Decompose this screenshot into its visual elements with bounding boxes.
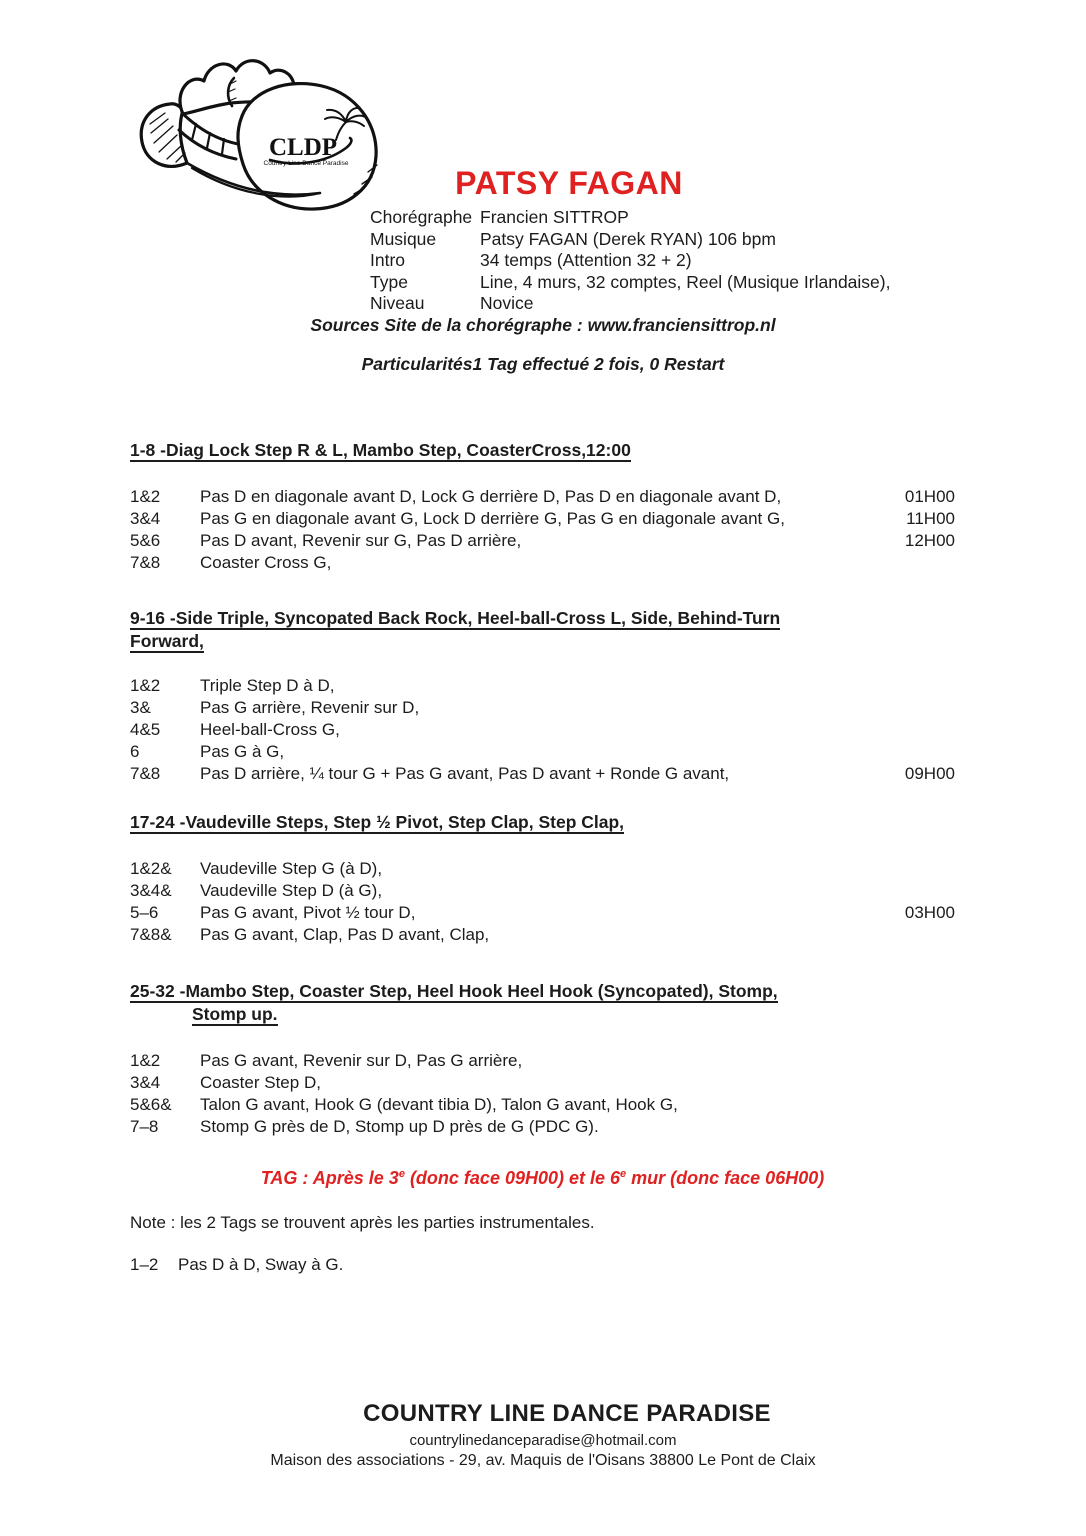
particularites-line: Particularités1 Tag effectué 2 fois, 0 Restart	[361, 353, 725, 374]
meta-value: Patsy FAGAN (Derek RYAN) 106 bpm	[480, 228, 776, 249]
section-steps-1-8	[130, 486, 955, 574]
meta-value: Novice	[480, 293, 534, 313]
step-count: 3&	[130, 698, 151, 717]
meta-label: Type	[370, 271, 408, 292]
meta-row-choregraphe	[370, 207, 1086, 229]
step-row	[130, 924, 955, 946]
step-count: 4&5	[130, 720, 161, 739]
tag-step-row	[130, 1254, 955, 1276]
footer-association-name: COUNTRY LINE DANCE PARADISE	[363, 1400, 771, 1427]
dance-metadata	[370, 207, 1086, 315]
step-count: 6	[130, 742, 140, 761]
meta-label: Niveau	[370, 293, 425, 313]
step-row	[130, 486, 955, 508]
tag-text: (donc face 09H00) et le 6	[404, 1168, 621, 1188]
step-text: Heel-ball-Cross G,	[200, 720, 340, 739]
section-header-1-8	[130, 439, 955, 462]
cowboy-hat-logo	[130, 52, 392, 236]
step-count: 5&6	[130, 531, 161, 550]
step-facing-time: 12H00	[904, 531, 955, 550]
tag-instruction	[130, 1166, 955, 1190]
step-count: 3&4	[130, 509, 161, 528]
step-text: Pas G avant, Revenir sur D, Pas G arrière,	[200, 1051, 523, 1070]
step-row	[130, 1072, 955, 1094]
step-row	[130, 902, 955, 924]
step-count: 7&8	[130, 764, 161, 783]
step-text: Pas G avant, Pivot ½ tour D,	[200, 903, 416, 922]
meta-value: Line, 4 murs, 32 comptes, Reel (Musique Irlandaise),	[480, 271, 891, 292]
step-row	[130, 858, 955, 880]
step-text: Triple Step D à D,	[200, 676, 335, 695]
section-header-text: Forward,	[130, 631, 204, 651]
meta-row-type	[370, 272, 1086, 294]
step-row	[130, 697, 955, 719]
step-text: Pas D à D, Sway à G.	[178, 1255, 344, 1274]
page-title: PATSY FAGAN	[455, 165, 683, 201]
step-count: 1&2	[130, 676, 161, 695]
section-steps-25-32	[130, 1050, 955, 1138]
section-header-17-24	[130, 811, 955, 834]
meta-label: Chorégraphe	[370, 207, 473, 227]
step-count: 5–6	[130, 903, 159, 922]
step-row	[130, 1050, 955, 1072]
tag-superscript: e	[620, 1168, 627, 1180]
step-count: 5&6&	[130, 1095, 172, 1114]
step-row	[130, 719, 955, 741]
meta-row-niveau	[370, 293, 1086, 315]
footer-email: countrylinedanceparadise@hotmail.com	[409, 1432, 677, 1449]
step-count: 1–2	[130, 1255, 159, 1274]
logo-subtitle: Country Line Dance Paradise	[263, 160, 349, 167]
section-header-9-16	[130, 607, 955, 653]
step-text: Pas D en diagonale avant D, Lock G derrière D, Pas D en diagonale avant D,	[200, 487, 782, 506]
step-row	[130, 741, 955, 763]
step-count: 7–8	[130, 1117, 159, 1136]
step-text: Stomp G près de D, Stomp up D près de G (PDC G).	[200, 1117, 599, 1136]
step-text: Pas D arrière, ¼ tour G + Pas G avant, Pas D avant + Ronde G avant,	[200, 764, 730, 783]
meta-row-intro	[370, 250, 1086, 272]
section-header-text: 9-16 -Side Triple, Syncopated Back Rock, Heel-ball-Cross L, Side, Behind-Turn	[130, 608, 781, 628]
step-text: Coaster Step D,	[200, 1073, 321, 1092]
step-count: 7&8&	[130, 925, 172, 944]
step-row	[130, 508, 955, 530]
step-count: 1&2	[130, 487, 161, 506]
step-text: Pas G en diagonale avant G, Lock D derrière G, Pas G en diagonale avant G,	[200, 509, 785, 528]
step-row	[130, 880, 955, 902]
note-line: Note : les 2 Tags se trouvent après les parties instrumentales.	[130, 1213, 595, 1232]
meta-value: Francien SITTROP	[480, 207, 629, 227]
step-count: 1&2	[130, 1051, 161, 1070]
section-steps-17-24	[130, 858, 955, 946]
tag-superscript: e	[398, 1168, 405, 1180]
step-row	[130, 1094, 955, 1116]
step-count: 7&8	[130, 553, 161, 572]
section-header-text: 25-32 -Mambo Step, Coaster Step, Heel Hook Heel Hook (Syncopated), Stomp,	[130, 981, 778, 1001]
meta-value: 34 temps (Attention 32 + 2)	[480, 250, 692, 270]
step-facing-time: 01H00	[904, 487, 955, 506]
cldp-acronym: CLDP	[268, 134, 338, 161]
step-row	[130, 675, 955, 697]
sources-line: Sources Site de la chorégraphe : www.franciensittrop.nl	[310, 314, 776, 335]
step-count: 1&2&	[130, 859, 172, 878]
step-text: Pas D avant, Revenir sur G, Pas D arrière,	[200, 531, 522, 550]
meta-label: Musique	[370, 228, 437, 249]
step-text: Talon G avant, Hook G (devant tibia D), Talon G avant, Hook G,	[200, 1095, 678, 1114]
footer	[0, 1400, 1086, 1471]
step-row	[130, 1116, 955, 1138]
step-facing-time: 09H00	[904, 764, 955, 783]
step-text: Pas G avant, Clap, Pas D avant, Clap,	[200, 925, 490, 944]
step-text: Pas G arrière, Revenir sur D,	[200, 698, 420, 717]
meta-label: Intro	[370, 250, 406, 270]
tag-text: mur (donc face 06H00)	[626, 1168, 825, 1188]
section-header-25-32	[130, 980, 955, 1026]
step-facing-time: 03H00	[904, 903, 955, 922]
tag-text: TAG : Après le 3	[260, 1168, 399, 1188]
step-row	[130, 763, 955, 785]
step-count: 3&4&	[130, 881, 172, 900]
step-row	[130, 552, 955, 574]
choreography-content	[130, 439, 955, 1276]
step-facing-time: 11H00	[906, 509, 955, 528]
step-text: Vaudeville Step D (à G),	[200, 881, 383, 900]
section-header-text: 1-8 -Diag Lock Step R & L, Mambo Step, CoasterCross,12:00	[130, 440, 631, 460]
section-header-text: Stomp up.	[192, 1004, 278, 1024]
step-count: 3&4	[130, 1073, 161, 1092]
step-row	[130, 530, 955, 552]
footer-address: Maison des associations - 29, av. Maquis de l'Oisans 38800 Le Pont de Claix	[270, 1452, 816, 1469]
section-header-text: 17-24 -Vaudeville Steps, Step ½ Pivot, Step Clap, Step Clap,	[130, 812, 625, 832]
step-text: Coaster Cross G,	[200, 553, 332, 572]
step-text: Vaudeville Step G (à D),	[200, 859, 383, 878]
step-text: Pas G à G,	[200, 742, 285, 761]
meta-row-musique	[370, 229, 1086, 251]
section-steps-9-16	[130, 675, 955, 785]
